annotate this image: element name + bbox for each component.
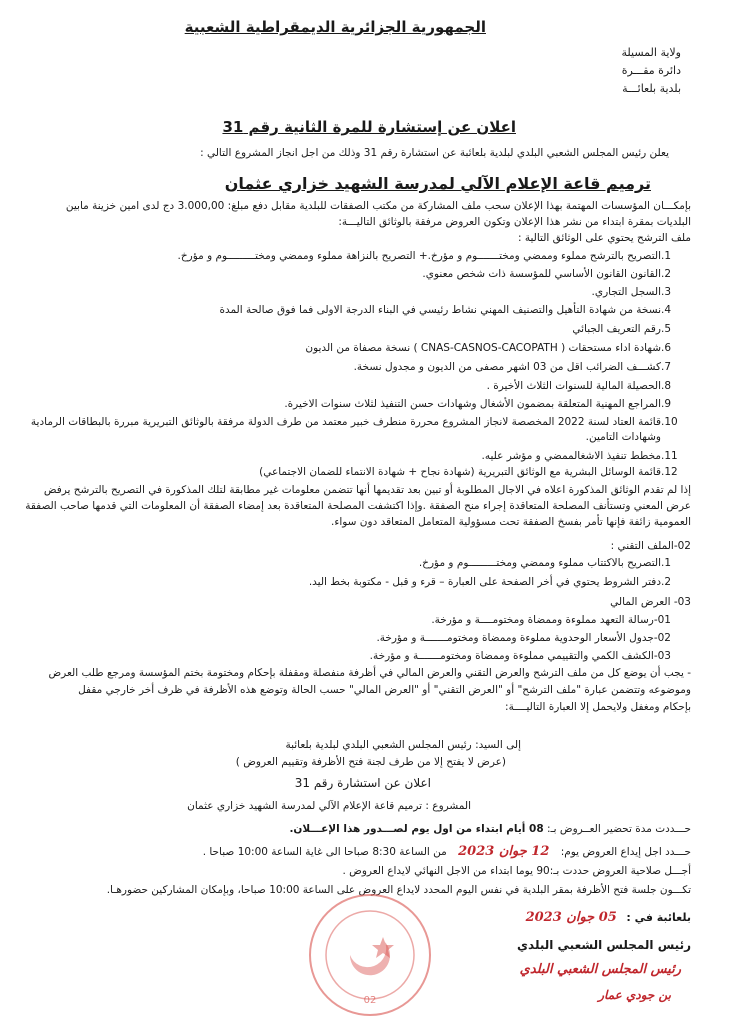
deposit-line bbox=[203, 845, 691, 859]
deposit-date-handwritten: 12 جوان 2023 bbox=[458, 844, 550, 859]
opening-line: تكـــون جلسة فتح الأظرفة بمقر البلدية في نفس اليوم المحدد لايداع العروض على الساعة 10:00 صباحا، وبإمكان المشاركين حضورهـا. bbox=[106, 884, 691, 896]
deposit-hours: من الساعة 8:30 صباحا الى غاية الساعة 10:00 صباحا . bbox=[202, 846, 447, 858]
list-item: 12.قائمة الوسائل البشرية مع الوثائق التبريرية (شهادة نجاح + شهادة الانتماء للضمان الاجتماعي) bbox=[259, 466, 678, 478]
financial-heading: 03- العرض المالي bbox=[610, 596, 691, 608]
list-item: 1.التصريح بالترشح مملوء وممضي ومختـــــــوم و مؤرخ.+ التصريح بالنزاهة مملوء وممضي ومختـــــــــوم و مؤرخ. bbox=[177, 250, 672, 262]
prep-line bbox=[289, 823, 691, 836]
list-item: 6.شهادة اداء مستحقات ( CNAS-CASNOS-CACOPATH ) نسخة مصفاة من الديون bbox=[305, 342, 672, 354]
project-title: ترميم قاعة الإعلام الآلي لمدرسة الشهيد خزاري عثمان bbox=[224, 174, 651, 193]
handwritten-name: بن جودي عمار bbox=[598, 988, 671, 1002]
list-item: 1.التصريح بالاكتتاب مملوء وممضي ومختـــــــــوم و مؤرخ. bbox=[418, 557, 672, 569]
sign-date-handwritten: 05 جوان 2023 bbox=[525, 910, 617, 925]
republic-title: الجمهورية الجزائرية الديمقراطية الشعبية bbox=[184, 18, 486, 36]
sign-place: بلعائبة في : bbox=[626, 911, 691, 924]
paragraph-line: ملف الترشح يحتوي على الوثائق التالية : bbox=[517, 232, 691, 244]
envelope-line: - يجب أن يوضع كل من ملف الترشح والعرض التقني والعرض المالي في أظرفة منفصلة ومقفلة بإحكام ومختومة بختم المؤسسة ومرجع طلب العرض bbox=[48, 667, 691, 679]
warning-line: العمومية زائفة فإنها تأمر بفسخ الصفقة تحت مسؤولية المتعامل المتعاقد دون سواء. bbox=[331, 516, 691, 528]
list-item: 5.رقم التعريف الجبائي bbox=[572, 323, 672, 335]
sign-place-line bbox=[526, 910, 691, 925]
technical-heading: 02-الملف التقني : bbox=[610, 540, 691, 552]
warning-line: عرض المعني وتستأنف المصلحة المتعاقدة إجراء منح الصفقة .وإذا اكتشفت المصلحة المتعاقدة بعد إمضاء الصفقة أن المعلومات التي قدمها صاحب الصفقة bbox=[25, 500, 691, 512]
list-item: 11.مخطط تنفيذ الاشغالممضي و مؤشر عليه. bbox=[481, 450, 678, 462]
list-item: 3.السجل التجاري. bbox=[591, 286, 672, 298]
deposit-label: حـــدد اجل إيداع العروض يوم: bbox=[560, 846, 691, 858]
daira-line: دائرة مقـــرة bbox=[621, 64, 681, 77]
wilaya-line: ولاية المسيلة bbox=[621, 46, 681, 59]
commune-line: بلدية بلعائـــة bbox=[622, 82, 681, 95]
list-item: 01-رسالة التعهد مملوءة وممضاة ومختومــــة و مؤرخة. bbox=[431, 614, 671, 626]
list-item: 7.كشـــف الضرائب اقل من 03 اشهر مصفى من الديون و مجدول نسخة. bbox=[353, 361, 672, 373]
envelope-line: وموضوعه وتتضمن عبارة "ملف الترشح" أو "العرض التقني" أو "العرض المالي" حسب الحالة وتوضع هذه الأظرفة في ظرف أخر خارجي مقفل bbox=[78, 684, 691, 696]
stamp-number: 02 bbox=[363, 995, 377, 1006]
warning-line: إذا لم تقدم الوثائق المذكورة اعلاه في الاجال المطلوبة أو تبين بعد تقديمها أنها تتضمن معلومات غير مطابقة لتلك المذكورة في التصريح بالترشح يرفض bbox=[43, 484, 691, 496]
intro-text: يعلن رئيس المجلس الشعبي البلدي لبلدية بلعائبة عن استشارة رقم 31 وذلك من اجل انجاز المشروع التالي : bbox=[200, 147, 669, 159]
handwritten-title: رئيس المجلس الشعبي البلدي bbox=[519, 962, 681, 977]
outer-ref: اعلان عن استشارة رقم 31 bbox=[294, 776, 431, 790]
list-item: 9.المراجع المهنية المتعلقة بمضمون الأشغال وشهادات حسن التنفيذ لثلاث سنوات الاخيرة. bbox=[284, 398, 672, 410]
outer-to: إلى السيد: رئيس المجلس الشعبي البلدي لبلدية بلعائبة bbox=[285, 739, 521, 751]
list-item: 02-جدول الأسعار الوحدوية مملوءة وممضاة ومختومـــــــة و مؤرخة. bbox=[376, 632, 671, 644]
official-stamp-icon bbox=[295, 885, 445, 1020]
envelope-line: بإحكام ومغفل ولايحمل إلا العبارة التاليــــة: bbox=[505, 701, 691, 713]
list-item: 4.نسخة من شهادة التأهيل والتصنيف المهني نشاط رئيسي في البناء الدرجة الاولى فما فوق صالحة المدة bbox=[219, 304, 672, 316]
list-item: وشهادات التامين. bbox=[585, 431, 661, 443]
outer-project: المشروع : ترميم قاعة الإعلام الآلي لمدرسة الشهيد خزاري عثمان bbox=[187, 800, 471, 812]
signer-title: رئيس المجلس الشعبي البلدي bbox=[517, 938, 691, 952]
list-item: 8.الحصيلة المالية للسنوات الثلاث الأخيرة . bbox=[486, 380, 672, 392]
list-item: 10.قائمة العتاد لسنة 2022 المخصصة لانجاز المشروع محررة منطرف خبير معتمد من طرف الدولة مرفقة بالوثائق التبريرية مبررة بالبطاقات الرمادية bbox=[30, 416, 678, 428]
prep-value: 08 أيام ابتداء من اول يوم لصـــدور هذا الإعـــلان. bbox=[289, 823, 544, 835]
prep-label: حـــددت مدة تحضير العــروض بـ: bbox=[547, 823, 691, 835]
validity-line: أجـــل صلاحية العروض حددت بـ:90 يوما ابتداء من الاجل النهائي لايداع العروض . bbox=[342, 865, 691, 877]
paragraph-line: بإمكـــان المؤسسات المهتمة بهذا الإعلان سحب ملف المشاركة من مكتب الصفقات للبلدية مقابل دفع مبلغ: 3.000,00 دج لدى امين خزينة مابين bbox=[65, 200, 691, 212]
list-item: 2.القانون القانون الأساسي للمؤسسة ذات شخص معنوي. bbox=[422, 268, 672, 280]
outer-note: (عرض لا يفتح إلا من طرف لجنة فتح الأظرفة وتقييم العروض ) bbox=[235, 756, 506, 768]
list-item: 2.دفتر الشروط يحتوي في أخر الصفحة على العبارة – قرء و قبل - مكتوبة بخط اليد. bbox=[308, 576, 672, 588]
announcement-title: اعلان عن إستشارة للمرة الثانية رقم 31 bbox=[222, 118, 516, 136]
list-item: 03-الكشف الكمي والتقييمي مملوءة وممضاة ومختومـــــــة و مؤرخة. bbox=[369, 650, 671, 662]
paragraph-line: البلديات بمقرة ابتداء من نشر هذا الإعلان وتكون العروض مرفقة بالوثائق التاليـــة: bbox=[338, 216, 691, 228]
